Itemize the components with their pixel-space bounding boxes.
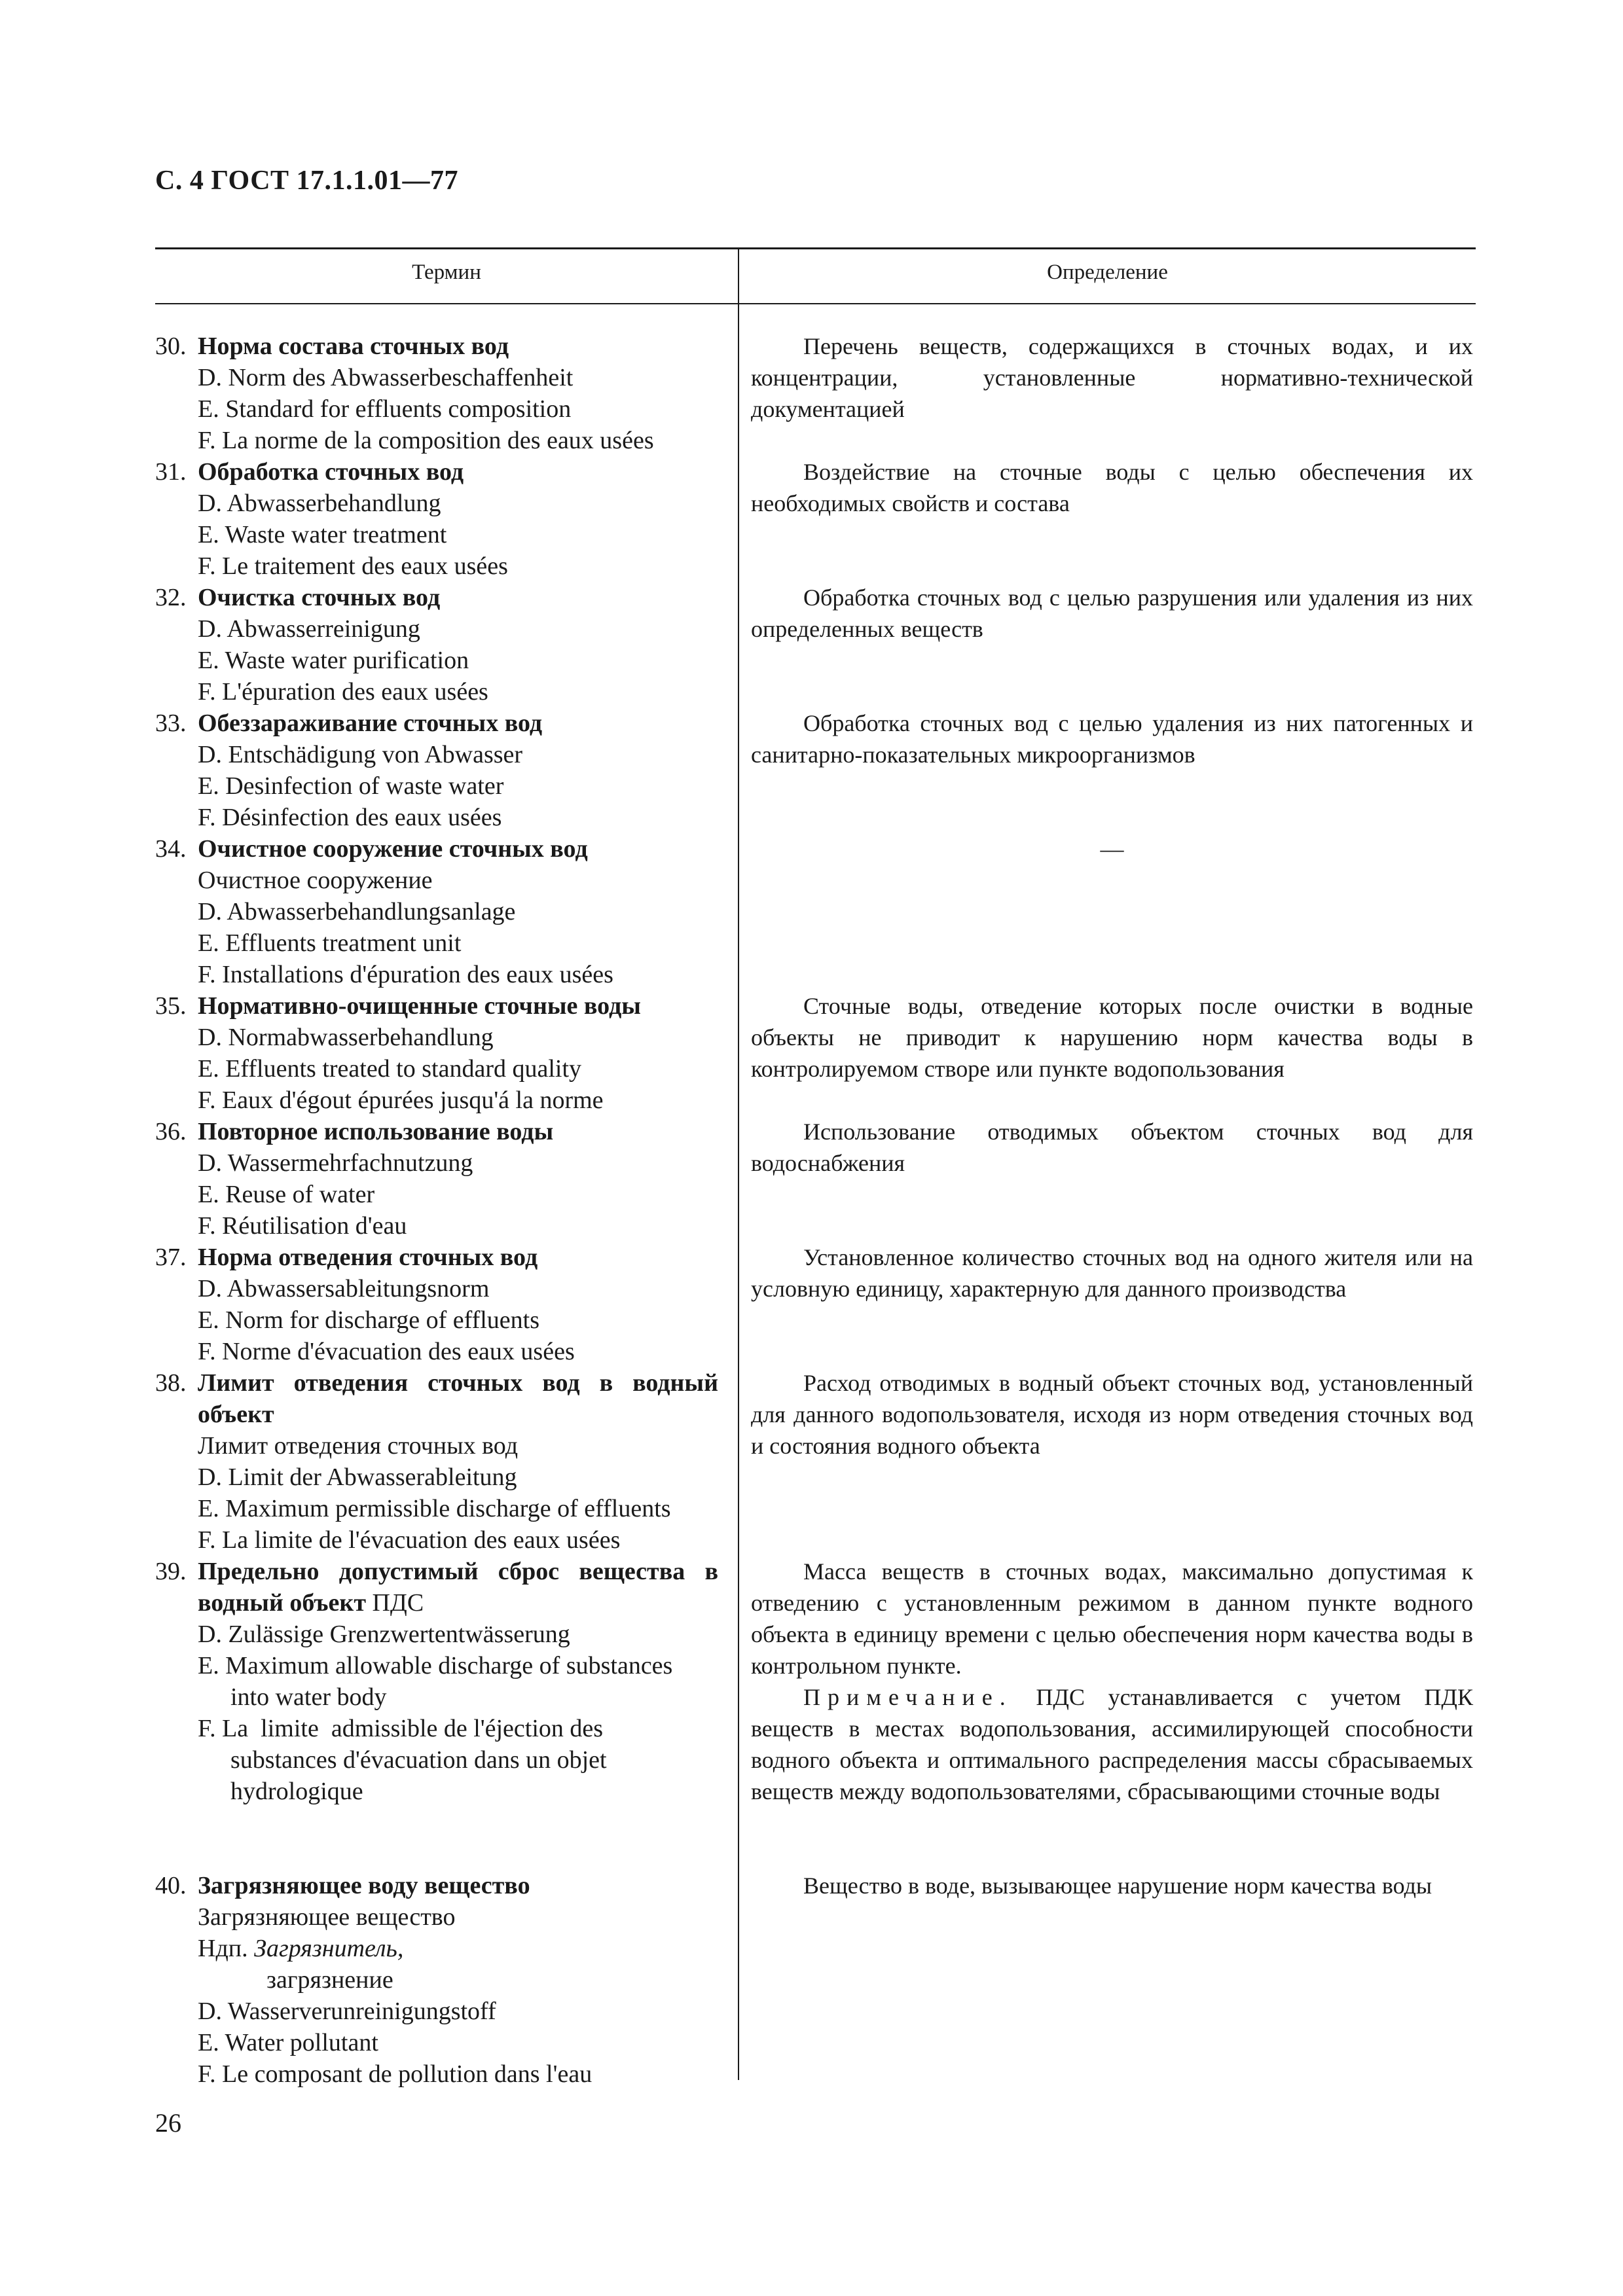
term-fr: F. La limite de l'évacuation des eaux usées bbox=[198, 1526, 621, 1554]
ndp-term-2: загрязнение bbox=[266, 1966, 393, 1994]
term-title: Очистное сооружение сточных вод bbox=[198, 835, 588, 863]
term-en: E. Norm for discharge of effluents bbox=[198, 1306, 539, 1334]
term-cell bbox=[155, 990, 718, 1116]
definition-cell bbox=[751, 1242, 1473, 1304]
term-title-line1: Предельно допустимый сброс вещества в bbox=[198, 1558, 718, 1585]
term-title: Нормативно-очищенные сточные воды bbox=[198, 992, 641, 1020]
definition-cell bbox=[751, 708, 1473, 770]
definition-cell bbox=[751, 582, 1473, 645]
term-de: D. Normabwasserbehandlung bbox=[198, 1024, 494, 1051]
term-fr: F. Le composant de pollution dans l'eau bbox=[198, 2060, 593, 2088]
entry-number: 33. bbox=[155, 709, 187, 737]
term-de: D. Wasserverunreinigungstoff bbox=[198, 1998, 496, 2025]
ndp-term-1: Загрязнитель, bbox=[254, 1935, 404, 1962]
definition-text: Использование отводимых объектом сточных вод для водоснабжения bbox=[751, 1119, 1473, 1176]
definition-text: Расход отводимых в водный объект сточных вод, установленный для данного водопользователя, исходя из норм отведения сточных вод и состояния водного объекта bbox=[751, 1370, 1473, 1459]
term-de: D. Limit der Abwasserableitung bbox=[198, 1463, 517, 1491]
page-header: С. 4 ГОСТ 17.1.1.01—77 bbox=[155, 166, 459, 196]
term-en: E. Water pollutant bbox=[198, 2029, 378, 2056]
column-divider bbox=[738, 247, 739, 2080]
term-cell bbox=[155, 1116, 718, 1242]
definition-cell bbox=[751, 331, 1473, 425]
term-de: D. Abwasserbehandlung bbox=[198, 490, 441, 517]
definition-cell bbox=[751, 456, 1473, 519]
definition-cell bbox=[751, 833, 1473, 865]
entry-number: 31. bbox=[155, 458, 187, 486]
term-fr: F. Réutilisation d'eau bbox=[198, 1212, 407, 1240]
term-title: Повторное использование воды bbox=[198, 1118, 554, 1145]
term-fr: F. Norme d'évacuation des eaux usées bbox=[198, 1338, 575, 1365]
entry-number: 30. bbox=[155, 332, 187, 360]
term-en-line1: E. Maximum allowable discharge of substances bbox=[198, 1652, 673, 1679]
definition-cell bbox=[751, 1556, 1473, 1807]
term-en: E. Waste water purification bbox=[198, 647, 469, 674]
definition-text: Воздействие на сточные воды с целью обеспечения их необходимых свойств и состава bbox=[751, 459, 1473, 516]
table-top-rule bbox=[155, 247, 1476, 249]
term-title: Норма отведения сточных вод bbox=[198, 1244, 538, 1271]
note-label: Примечание. bbox=[803, 1684, 1013, 1710]
term-synonym: Лимит отведения сточных вод bbox=[198, 1432, 519, 1460]
term-de: D. Abwassersableitungsnorm bbox=[198, 1275, 490, 1302]
term-fr-line2: substances d'évacuation dans un objet bbox=[230, 1746, 607, 1774]
term-en: E. Maximum permissible discharge of effluents bbox=[198, 1495, 671, 1522]
term-cell bbox=[155, 456, 718, 582]
term-en: E. Effluents treatment unit bbox=[198, 929, 462, 957]
term-title: Обработка сточных вод bbox=[198, 458, 464, 486]
entry-number: 39. bbox=[155, 1558, 187, 1585]
term-en: E. Effluents treated to standard quality bbox=[198, 1055, 582, 1083]
page-number: 26 bbox=[155, 2108, 181, 2138]
term-title: Обеззараживание сточных вод bbox=[198, 709, 543, 737]
term-abbreviation: ПДС bbox=[372, 1589, 424, 1617]
column-header-term: Термин bbox=[412, 260, 481, 284]
definition-cell bbox=[751, 1870, 1473, 1901]
term-en: E. Waste water treatment bbox=[198, 521, 447, 548]
entry-number: 37. bbox=[155, 1244, 187, 1271]
term-fr: F. Désinfection des eaux usées bbox=[198, 804, 502, 831]
definition-cell bbox=[751, 1116, 1473, 1179]
entry-number: 35. bbox=[155, 992, 187, 1020]
definition-text: Масса веществ в сточных водах, максимально допустимая к отведению с установленным режимом в данном пункте водного объекта в единицу времени с целью обеспечения норм качества воды в контрольном пункте. bbox=[751, 1558, 1473, 1679]
term-cell bbox=[155, 708, 718, 833]
term-de: D. Abwasserreinigung bbox=[198, 615, 420, 643]
term-de: D. Norm des Abwasserbeschaffenheit bbox=[198, 364, 574, 391]
term-fr: F. La norme de la composition des eaux usées bbox=[198, 427, 654, 454]
term-synonym: Очистное сооружение bbox=[198, 867, 433, 894]
term-cell bbox=[155, 1242, 718, 1367]
entry-number: 38. bbox=[155, 1369, 187, 1397]
term-synonym: Загрязняющее вещество bbox=[198, 1903, 456, 1931]
term-fr: F. Installations d'épuration des eaux usées bbox=[198, 961, 613, 988]
entry-number: 36. bbox=[155, 1118, 187, 1145]
term-cell bbox=[155, 1870, 718, 2090]
definition-note bbox=[751, 1681, 1473, 1807]
definition-text: Установленное количество сточных вод на одного жителя или на условную единицу, характерную для данного производства bbox=[751, 1244, 1473, 1302]
column-header-definition: Определение bbox=[1047, 260, 1168, 284]
term-title: Очистка сточных вод bbox=[198, 584, 441, 611]
term-fr: F. L'épuration des eaux usées bbox=[198, 678, 488, 706]
term-en-line2: into water body bbox=[230, 1683, 387, 1711]
term-title: Загрязняющее воду вещество bbox=[198, 1872, 530, 1899]
definition-cell bbox=[751, 990, 1473, 1085]
definition-text: Сточные воды, отведение которых после очистки в водные объекты не приводит к нарушению норм качества воды в контролируемом створе или пункте водопользования bbox=[751, 993, 1473, 1082]
definition-cell bbox=[751, 1367, 1473, 1462]
table-header-rule bbox=[155, 303, 1476, 304]
term-de: D. Wassermehrfachnutzung bbox=[198, 1149, 473, 1177]
term-en: E. Desinfection of waste water bbox=[198, 772, 504, 800]
definition-text: Вещество в воде, вызывающее нарушение норм качества воды bbox=[803, 1873, 1432, 1899]
definition-text: — bbox=[1100, 836, 1124, 862]
term-de: D. Entschädigung von Abwasser bbox=[198, 741, 523, 768]
entry-number: 40. bbox=[155, 1872, 187, 1899]
term-title-line2: водный объект bbox=[198, 1589, 366, 1617]
entry-number: 34. bbox=[155, 835, 187, 863]
term-de: D. Zulässige Grenzwertentwässerung bbox=[198, 1621, 570, 1648]
term-cell bbox=[155, 582, 718, 708]
term-en: E. Reuse of water bbox=[198, 1181, 375, 1208]
definition-text: Перечень веществ, содержащихся в сточных водах, и их концентрации, установленные нормативно-технической документацией bbox=[751, 333, 1473, 422]
note-text: ПДС устанавливается с учетом ПДК веществ в местах водопользования, ассимилирующей способности водного объекта и оптимального распределения массы сбрасываемых веществ между водопользователями, сбрасывающими сточные воды bbox=[751, 1684, 1473, 1804]
term-cell bbox=[155, 1367, 718, 1556]
term-title: Норма состава сточных вод bbox=[198, 332, 509, 360]
term-fr-line1: F. La limite admissible de l'éjection des bbox=[198, 1715, 604, 1742]
term-de: D. Abwasserbehandlungsanlage bbox=[198, 898, 516, 925]
term-title-line2: объект bbox=[198, 1401, 274, 1428]
term-cell bbox=[155, 331, 718, 456]
definition-text: Обработка сточных вод с целью удаления из них патогенных и санитарно-показательных микроорганизмов bbox=[751, 710, 1473, 768]
term-fr: F. Le traitement des eaux usées bbox=[198, 552, 508, 580]
term-title-line1: Лимит отведения сточных вод в водный bbox=[198, 1369, 718, 1397]
ndp-label: Ндп. bbox=[198, 1935, 248, 1962]
definition-text: Обработка сточных вод с целью разрушения или удаления из них определенных веществ bbox=[751, 584, 1473, 642]
term-en: E. Standard for effluents composition bbox=[198, 395, 572, 423]
term-fr-line3: hydrologique bbox=[230, 1778, 363, 1805]
term-cell bbox=[155, 1556, 718, 1807]
term-cell bbox=[155, 833, 718, 990]
entry-number: 32. bbox=[155, 584, 187, 611]
term-fr: F. Eaux d'égout épurées jusqu'á la norme bbox=[198, 1086, 604, 1114]
